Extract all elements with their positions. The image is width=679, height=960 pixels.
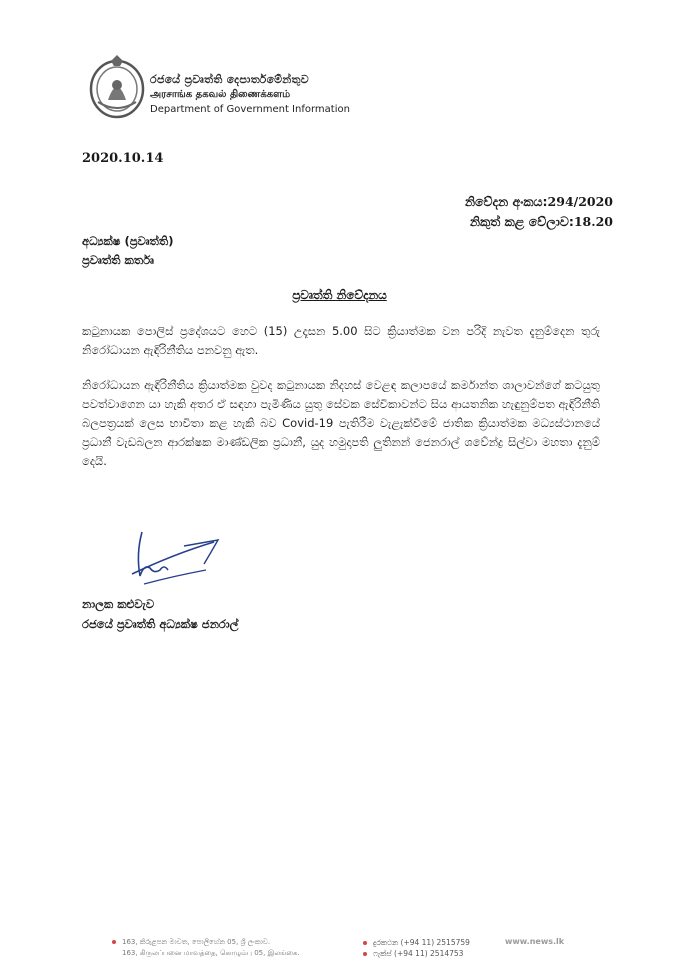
release-number-value: 294/2020 — [547, 194, 613, 209]
footer-website[interactable]: www.news.lk — [505, 937, 565, 946]
handwritten-signature — [114, 524, 234, 594]
release-time-value: 18.20 — [573, 214, 613, 229]
recipient-news-director: අධ්‍යක්ෂ (ප්‍රවෘත්ති) — [82, 234, 174, 248]
release-number-row — [465, 192, 613, 212]
bullet-icon — [363, 952, 367, 956]
footer-phones — [363, 937, 470, 959]
government-seal-logo — [88, 54, 146, 120]
recipients — [82, 232, 173, 270]
release-time-row — [465, 212, 613, 232]
document-heading — [0, 288, 679, 303]
phone-label-2: ෆැක්ස් — [373, 949, 392, 958]
recipient-news-editor: ප්‍රවෘත්ති කර්තෘ — [82, 253, 154, 267]
signatory-name: නාලක කළුවැව — [82, 597, 155, 611]
footer-address — [112, 937, 300, 959]
body-paragraph: නිරෝධායන ඇඳිරිනීතිය ක්‍රියාත්මක වුවද කටුනායක නිදහස් වෙළඳ කලාපයේ කර්මාන්ත ශාලාවන්ගේ කටයුතු පවත්වාගෙන යා හැකි අතර ඒ සඳහා පැමිණිය යුතු සේවක සේවිකාවන්ට සිය ආයතනික හැඳුනුම්පත ඇඳිරිනීති බලපත්‍රයක් ලෙස භාවිතා කළ හැකි බව Covid-19 පැතිරීම වැළැක්වීමේ ජාතික ක්‍රියාත්මක මධ්‍යස්ථානයේ ප්‍රධානී වැඩබලන ආරක්ෂක මාණ්ඩලික ප්‍රධානී, යුද හමුදාපති ලුතිනන් ජෙනරාල් ශවේන්ද්‍ර සිල්වා මහතා දැනුම් දෙයි. — [82, 378, 600, 468]
phone-number-2: (+94 11) 2514753 — [394, 949, 464, 958]
phone-label-1: දුරකථන — [373, 938, 399, 947]
bullet-icon — [363, 941, 367, 945]
address-sinhala: 163, කිරුළපන මාවත, පොලිහේන 05, ශ්‍රී ලංකාව. — [122, 938, 271, 946]
org-name-tamil: அரசாங்க தகவல் திணைக்களம் — [150, 89, 291, 100]
heading-text: ප්‍රවෘත්ති නිවේදනය — [292, 288, 387, 302]
org-name-sinhala: රජයේ ප්‍රවෘත්ති දෙපාර්තමේන්තුව — [150, 73, 309, 86]
release-date: 2020.10.14 — [82, 151, 164, 166]
letterhead-footer — [0, 934, 679, 960]
body-paragraph: කටුනායක පොලිස් ප්‍රදේශයට හෙට (15) උදෑසන 5.00 සිට ක්‍රියාත්මක වන පරිදි නැවත දැනුම්දෙන තුරු නිරෝධායන ඇඳිරිනීතිය පනවනු ඇත. — [82, 324, 600, 357]
release-number-label: නිවේදන අංකය: — [464, 194, 548, 209]
signatory-title: රජයේ ප්‍රවෘත්ති අධ්‍යක්ෂ ජනරාල් — [82, 617, 239, 631]
release-time-label: නිකුත් කළ වේලාව: — [469, 214, 574, 229]
letterhead-organization — [150, 72, 350, 117]
bullet-icon — [112, 940, 116, 944]
signatory — [82, 594, 238, 634]
org-name-english: Department of Government Information — [150, 104, 350, 115]
phone-number-1: (+94 11) 2515759 — [400, 938, 470, 947]
release-reference — [465, 192, 613, 232]
address-tamil: 163, கிருலப்பனை மாவத்தை, கொழும்பு 05, இலங்கை. — [122, 949, 300, 957]
